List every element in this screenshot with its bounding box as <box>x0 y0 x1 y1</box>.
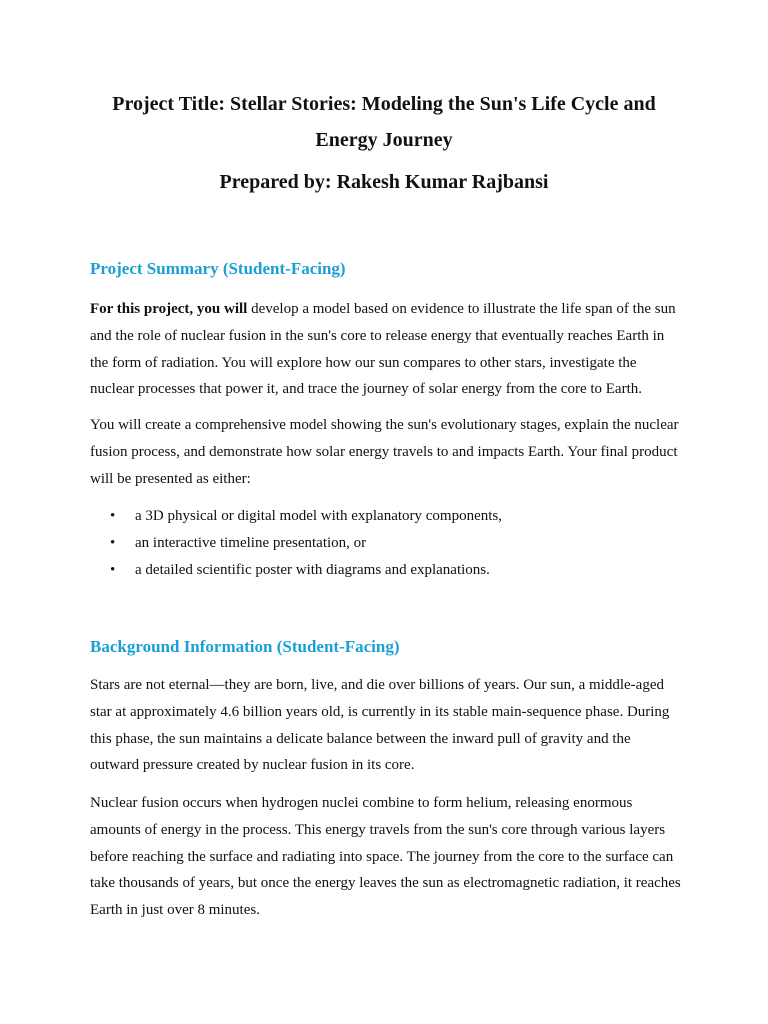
summary-paragraph-2: You will create a comprehensive model showing the sun's evolutionary stages, explain the nuclear fusion process, and demonstrate how solar energy travels to and impacts Earth. Your final product will be presented as either: <box>90 417 679 487</box>
background-paragraph-2-section <box>90 790 682 924</box>
list-item <box>90 557 682 584</box>
list-item <box>90 503 682 530</box>
summary-heading: Project Summary (Student-Facing) <box>90 259 346 278</box>
summary-intro-text: develop a model based on evidence to illustrate the life span of the sun and the role of nuclear fusion in the sun's core to release energy that eventually reaches Earth in the form of radiation. You will explore how our sun compares to other stars, investigate the nuclear processes that power it, and trace the journey of solar energy from the core to Earth. <box>90 301 676 398</box>
summary-intro-paragraph <box>90 296 682 403</box>
prepared-by: Prepared by: Rakesh Kumar Rajbansi <box>219 171 549 193</box>
options-list <box>90 503 682 584</box>
list-item-text: a 3D physical or digital model with explanatory components, <box>135 508 503 524</box>
bullet-icon: • <box>110 535 116 551</box>
project-title: Project Title: Stellar Stories: Modeling the Sun's Life Cycle and Energy Journey <box>112 93 656 151</box>
list-item-text: a detailed scientific poster with diagrams and explanations. <box>135 562 490 578</box>
list-item <box>90 530 682 557</box>
background-paragraph-1-section <box>90 672 682 779</box>
title-block <box>90 86 678 196</box>
summary-heading-section <box>90 257 682 281</box>
background-paragraph-2: Nuclear fusion occurs when hydrogen nuclei combine to form helium, releasing enormous amounts of energy in the process. This energy travels from the sun's core through various layers before reaching the surface and radiating into space. The journey from the core to the surface can take thousands of years, but once the energy leaves the sun as electromagnetic radiation, it reaches Earth in just over 8 minutes. <box>90 795 681 919</box>
bullet-icon: • <box>110 508 116 524</box>
background-heading-section <box>90 635 682 659</box>
background-paragraph-1: Stars are not eternal—they are born, live, and die over billions of years. Our sun, a middle-aged star at approximately 4.6 billion years old, is currently in its stable main-sequence phase. During this phase, the sun maintains a delicate balance between the inward pull of gravity and the outward pressure created by nuclear fusion in its core. <box>90 677 670 774</box>
list-item-text: an interactive timeline presentation, or <box>135 535 367 551</box>
background-heading: Background Information (Student-Facing) <box>90 637 400 656</box>
summary-paragraph-section <box>90 412 682 492</box>
summary-intro-section <box>90 296 682 403</box>
summary-intro-bold: For this project, you will <box>90 301 248 317</box>
options-list-section <box>90 503 682 584</box>
bullet-icon: • <box>110 562 116 578</box>
